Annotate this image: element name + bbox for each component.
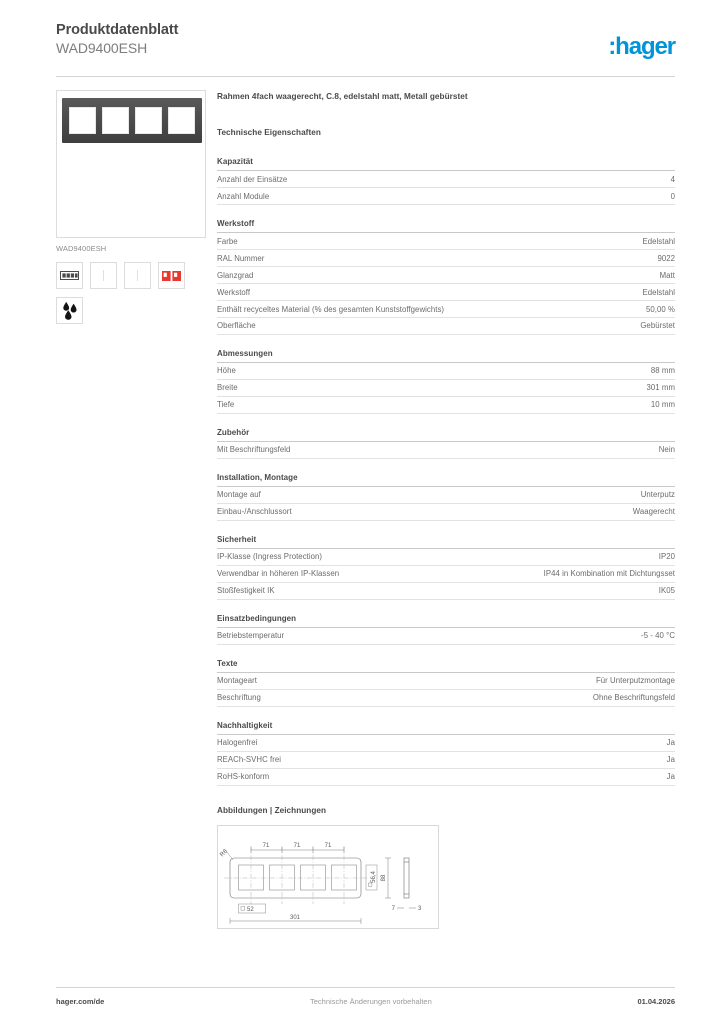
product-reference: WAD9400ESH [56,40,148,56]
page-footer [56,994,675,1008]
spec-row [217,233,675,250]
spec-row [217,363,675,380]
ip-protection-icon [158,262,185,289]
spec-row [217,549,675,566]
blank-icon-2 [124,262,151,289]
spec-row [217,250,675,267]
product-image [56,90,206,238]
spec-row [217,284,675,301]
spec-label: Oberfläche [217,321,256,331]
dim-pitch-1: 71 [262,842,270,849]
product-icon-row-1 [56,262,206,289]
spec-row [217,442,675,459]
spec-value: -5 - 40 °C [641,631,675,641]
spec-label: Werkstoff [217,287,251,297]
frame-cutout [135,107,162,134]
spec-label: Halogenfrei [217,738,258,748]
product-description: Rahmen 4fach waagerecht, C.8, edelstahl matt, Metall gebürstet [217,92,468,101]
spec-section-title: Installation, Montage [217,473,675,487]
spec-label: Anzahl Module [217,191,270,201]
frame-cutout [102,107,129,134]
spec-row [217,583,675,600]
spec-value: 0 [670,191,675,201]
technical-drawing [217,825,439,929]
page-header [56,22,675,72]
spec-value: Edelstahl [642,236,675,246]
spec-value: Ja [666,738,675,748]
footer-website[interactable]: hager.com/de [56,996,105,1006]
spec-row [217,171,675,188]
spec-value: Matt [659,270,675,280]
dim-depth-front: 7 [391,905,395,912]
spec-label: Mit Beschriftungsfeld [217,445,291,455]
dim-depth-back: 3 [418,905,422,912]
dim-total-height: 88 [381,874,387,881]
spec-row [217,267,675,284]
ip-protection-glyph [162,271,181,281]
spec-row [217,566,675,583]
spec-value: IP44 in Kombination mit Dichtungsset [543,569,675,579]
frame-cutout [168,107,195,134]
spec-value: IP20 [658,552,675,562]
dim-cutout: 52 [247,906,254,913]
spec-section [217,428,675,459]
spec-row [217,188,675,205]
specification-sections [217,157,675,786]
spec-value: Ohne Beschriftungsfeld [592,693,675,703]
spec-value: Gebürstet [640,321,675,331]
spec-value: Unterputz [640,490,675,500]
spec-section-title: Texte [217,659,675,673]
specifications-column [217,92,675,929]
spec-section [217,659,675,707]
spec-value: 301 mm [646,383,675,393]
spec-label: Anzahl der Einsätze [217,174,288,184]
water-drops-glyph [60,301,79,320]
dim-pitch-2: 71 [293,842,301,849]
spec-section [217,157,675,205]
technical-drawing-svg [218,826,438,928]
spec-label: Einbau-/Anschlussort [217,507,292,517]
spec-label: Farbe [217,236,238,246]
spec-value: 88 mm [650,366,675,376]
frame-4gang-glyph [60,271,79,280]
spec-label: Verwendbar in höheren IP-Klassen [217,569,340,579]
spec-row [217,769,675,786]
spec-section-title: Kapazität [217,157,675,171]
dim-pitch-3: 71 [324,842,332,849]
spec-value: 10 mm [650,400,675,410]
frame-4gang-icon [56,262,83,289]
spec-row [217,487,675,504]
spec-value: Waagerecht [632,507,675,517]
spec-section-title: Einsatzbedingungen [217,614,675,628]
spec-row [217,673,675,690]
spec-label: Beschriftung [217,693,261,703]
spec-value: IK05 [658,586,675,596]
spec-value: Für Unterputzmontage [595,676,675,686]
spec-row [217,752,675,769]
spec-section [217,721,675,786]
drawings-title: Abbildungen | Zeichnungen [217,805,327,815]
spec-value: 9022 [657,253,675,263]
header-divider [56,76,675,77]
spec-label: Enthält recyceltes Material (% des gesamten Kunststoffgewichts) [217,304,445,314]
spec-label: Glanzgrad [217,270,254,280]
spec-row [217,504,675,521]
drawings-section [217,806,675,929]
spec-section-title: Nachhaltigkeit [217,721,675,735]
spec-section [217,349,675,414]
spec-row [217,397,675,414]
spec-section-title: Werkstoff [217,219,675,233]
spec-row [217,318,675,335]
spec-section [217,473,675,521]
blank-mark-glyph [136,270,139,281]
product-image-caption: WAD9400ESH [56,244,107,253]
spec-value: Nein [658,445,675,455]
spec-label: Montage auf [217,490,261,500]
spec-value: 4 [670,174,675,184]
dim-total-width: 301 [289,914,301,921]
spec-value: Ja [666,772,675,782]
spec-label: Breite [217,383,238,393]
water-drops-icon [56,297,83,324]
blank-icon-1 [90,262,117,289]
spec-label: Tiefe [217,400,235,410]
spec-label: Stoßfestigkeit IK [217,586,275,596]
spec-row [217,380,675,397]
frame-cutout [69,107,96,134]
technical-properties-heading: Technische Eigenschaften [217,128,321,137]
dim-inner-height: 56,4 [371,870,377,883]
spec-row [217,690,675,707]
product-icon-row-2 [56,297,206,324]
page-title: Produktdatenblatt [56,22,179,38]
spec-section-title: Abmessungen [217,349,675,363]
spec-section-title: Sicherheit [217,535,675,549]
spec-label: Höhe [217,366,236,376]
product-media-column [56,90,206,324]
spec-row [217,735,675,752]
spec-value: Ja [666,755,675,765]
spec-value: Edelstahl [642,287,675,297]
spec-label: IP-Klasse (Ingress Protection) [217,552,323,562]
spec-label: RoHS-konform [217,772,270,782]
footer-date: 01.04.2026 [637,996,675,1006]
hager-logo: :hager [608,33,675,60]
spec-section [217,535,675,600]
spec-label: Montageart [217,676,257,686]
footer-disclaimer: Technische Änderungen vorbehalten [310,996,432,1006]
spec-label: REACh-SVHC frei [217,755,282,765]
spec-value: 50,00 % [646,304,675,314]
spec-row [217,301,675,318]
spec-label: RAL Nummer [217,253,265,263]
spec-label: Betriebstemperatur [217,631,285,641]
spec-section [217,219,675,335]
spec-section-title: Zubehör [217,428,675,442]
product-frame-graphic [62,98,202,143]
dim-radius: R8 [219,848,230,858]
spec-section [217,614,675,645]
footer-divider [56,987,675,988]
blank-mark-glyph [102,270,105,281]
spec-row [217,628,675,645]
